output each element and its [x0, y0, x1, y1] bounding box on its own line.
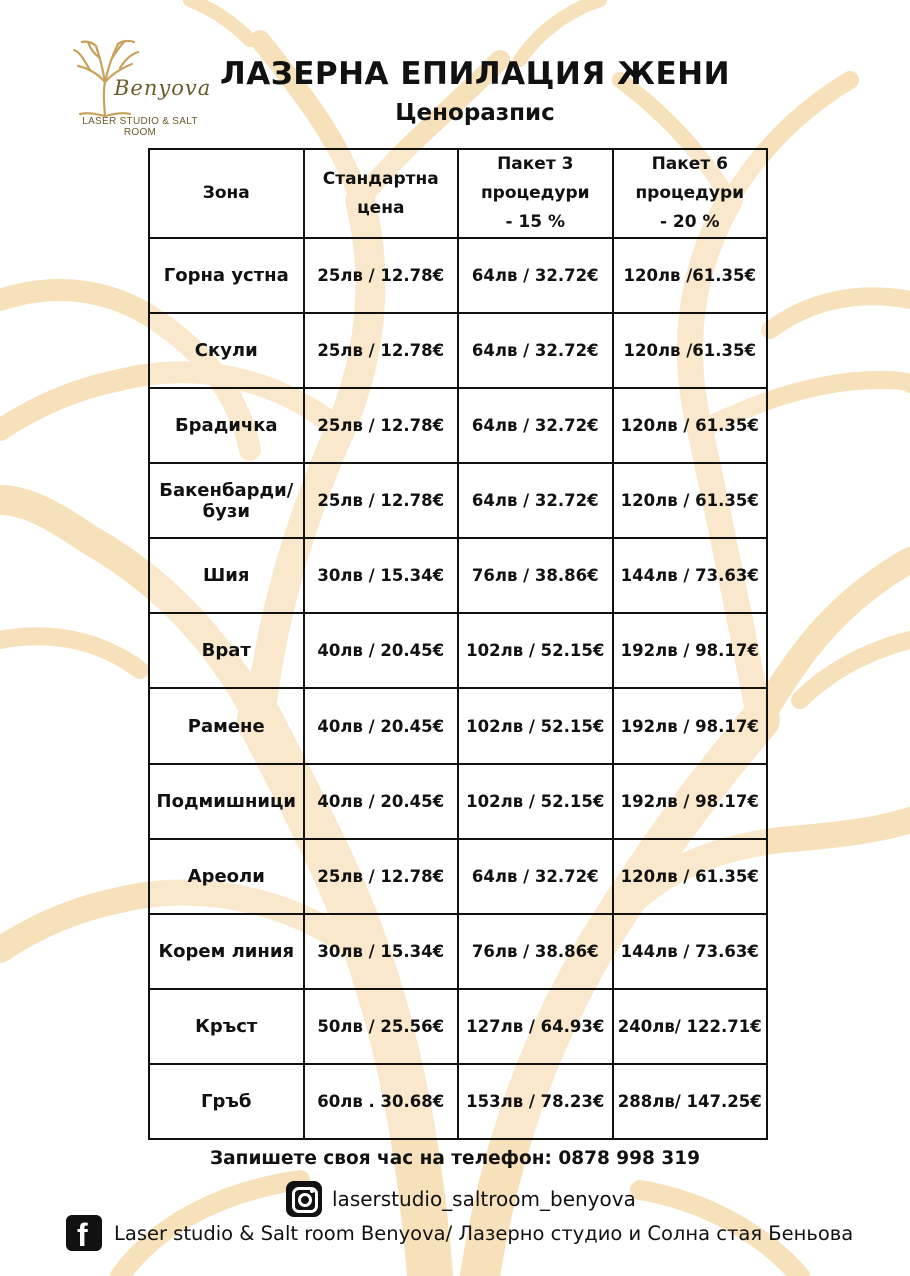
standard-price-cell: 40лв / 20.45€ [304, 613, 459, 688]
zone-cell: Скули [149, 313, 304, 388]
page-title: ЛАЗЕРНА ЕПИЛАЦИЯ ЖЕНИ [219, 56, 731, 92]
table-row [149, 989, 767, 1064]
instagram-link[interactable] [286, 1180, 636, 1218]
zone-cell: Шия [149, 538, 304, 613]
header-package-6: Пакет 6 процедури - 20 % [613, 149, 768, 238]
standard-price-cell: 25лв / 12.78€ [304, 463, 459, 538]
header-zone: Зона [149, 149, 304, 238]
standard-price-cell: 30лв / 15.34€ [304, 914, 459, 989]
zone-cell: Кръст [149, 989, 304, 1064]
facebook-link[interactable] [66, 1214, 853, 1252]
header-standard-price: Стандартна цена [304, 149, 459, 238]
instagram-handle: laserstudio_saltroom_benyova [332, 1187, 636, 1211]
header-package-3: Пакет 3 процедури - 15 % [458, 149, 613, 238]
package-6-price-cell: 144лв / 73.63€ [613, 538, 768, 613]
package-3-price-cell: 102лв / 52.15€ [458, 613, 613, 688]
package-3-price-cell: 102лв / 52.15€ [458, 688, 613, 763]
package-3-price-cell: 64лв / 32.72€ [458, 238, 613, 313]
package-3-price-cell: 64лв / 32.72€ [458, 839, 613, 914]
table-row [149, 688, 767, 763]
price-table [148, 148, 768, 1140]
table-row [149, 538, 767, 613]
package-6-price-cell: 120лв /61.35€ [613, 313, 768, 388]
zone-cell: Врат [149, 613, 304, 688]
package-6-price-cell: 120лв /61.35€ [613, 238, 768, 313]
standard-price-cell: 40лв / 20.45€ [304, 688, 459, 763]
logo-script-name: Benyova [114, 76, 212, 100]
instagram-icon [286, 1181, 322, 1217]
package-3-price-cell: 64лв / 32.72€ [458, 463, 613, 538]
zone-cell: Брадичка [149, 388, 304, 463]
package-6-price-cell: 120лв / 61.35€ [613, 388, 768, 463]
package-6-price-cell: 192лв / 98.17€ [613, 613, 768, 688]
package-6-price-cell: 120лв / 61.35€ [613, 463, 768, 538]
table-row [149, 313, 767, 388]
standard-price-cell: 25лв / 12.78€ [304, 313, 459, 388]
package-6-price-cell: 120лв / 61.35€ [613, 839, 768, 914]
zone-cell: Бакенбарди/ бузи [149, 463, 304, 538]
package-6-price-cell: 144лв / 73.63€ [613, 914, 768, 989]
package-3-price-cell: 76лв / 38.86€ [458, 538, 613, 613]
package-3-price-cell: 64лв / 32.72€ [458, 388, 613, 463]
facebook-icon: f [66, 1215, 102, 1251]
standard-price-cell: 30лв / 15.34€ [304, 538, 459, 613]
package-6-price-cell: 288лв/ 147.25€ [613, 1064, 768, 1139]
package-3-price-cell: 127лв / 64.93€ [458, 989, 613, 1064]
zone-cell: Ареоли [149, 839, 304, 914]
table-row [149, 388, 767, 463]
page-subtitle: Ценоразпис [395, 100, 555, 126]
standard-price-cell: 25лв / 12.78€ [304, 839, 459, 914]
table-row [149, 613, 767, 688]
standard-price-cell: 25лв / 12.78€ [304, 238, 459, 313]
package-3-price-cell: 153лв / 78.23€ [458, 1064, 613, 1139]
package-6-price-cell: 240лв/ 122.71€ [613, 989, 768, 1064]
logo-tagline: LASER STUDIO & SALT ROOM [82, 116, 198, 138]
package-6-price-cell: 192лв / 98.17€ [613, 764, 768, 839]
zone-cell: Гръб [149, 1064, 304, 1139]
facebook-page-name: Laser studio & Salt room Benyova/ Лазерно студио и Солна стая Беньова [114, 1221, 854, 1245]
table-row [149, 238, 767, 313]
table-row [149, 914, 767, 989]
zone-cell: Горна устна [149, 238, 304, 313]
standard-price-cell: 60лв . 30.68€ [304, 1064, 459, 1139]
package-3-price-cell: 76лв / 38.86€ [458, 914, 613, 989]
standard-price-cell: 40лв / 20.45€ [304, 764, 459, 839]
table-row [149, 764, 767, 839]
zone-cell: Подмишници [149, 764, 304, 839]
table-row [149, 463, 767, 538]
package-3-price-cell: 102лв / 52.15€ [458, 764, 613, 839]
booking-phone-line: Запишете своя час на телефон: 0878 998 319 [210, 1148, 700, 1169]
table-header-row [149, 149, 767, 238]
package-3-price-cell: 64лв / 32.72€ [458, 313, 613, 388]
package-6-price-cell: 192лв / 98.17€ [613, 688, 768, 763]
standard-price-cell: 50лв / 25.56€ [304, 989, 459, 1064]
zone-cell: Корем линия [149, 914, 304, 989]
zone-cell: Рамене [149, 688, 304, 763]
standard-price-cell: 25лв / 12.78€ [304, 388, 459, 463]
table-row [149, 1064, 767, 1139]
table-row [149, 839, 767, 914]
